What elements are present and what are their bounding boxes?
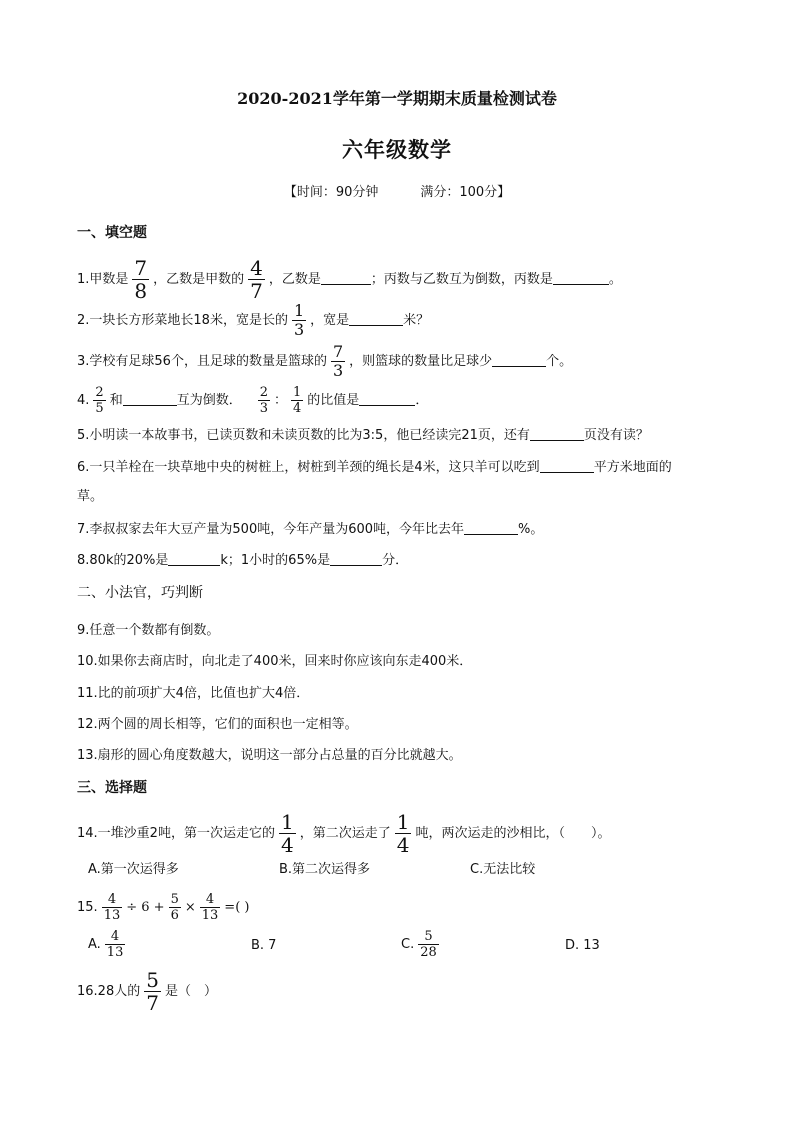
fraction: $\frac{1}{4}$	[396, 810, 410, 857]
answer-blank[interactable]	[168, 551, 220, 566]
question-4: 4. $\frac{2}{5}$ 和 互为倒数． $\frac{2}{3}$ ： $\frac{1}{4}$ 的比值是 ．	[77, 385, 429, 416]
answer-blank[interactable]	[321, 270, 371, 285]
fraction: $\frac{5}{28}$	[420, 929, 437, 960]
option-c[interactable]: C.无法比较	[470, 862, 536, 877]
fraction: $\frac{4}{13}$	[103, 892, 121, 923]
question-6: 6.一只羊栓在一块草地中央的树桩上，树桩到羊颈的绳长是4米，这只羊可以吃到 平方米地面的	[77, 460, 672, 475]
fraction: $\frac{2}{3}$	[259, 385, 268, 416]
question-3: 3.学校有足球56个，且足球的数量是篮球的 $\frac{7}{3}$ ，则篮球的数量比足球少 个。	[77, 342, 573, 380]
question-9: 9.任意一个数都有倒数。	[77, 623, 220, 638]
question-5: 5.小明读一本故事书，已读页数和未读页数的比为3:5，他已经读完21页，还有 页没有读？	[77, 428, 649, 443]
section-heading-fill-in: 一、填空题	[77, 225, 147, 241]
section-heading-true-false: 二、小法官，巧判断	[77, 585, 203, 601]
answer-blank[interactable]	[492, 352, 546, 367]
answer-blank[interactable]	[540, 458, 594, 473]
question-12: 12.两个圆的周长相等，它们的面积也一定相等。	[77, 717, 358, 732]
question-13: 13.扇形的圆心角度数越大，说明这一部分占总量的百分比就越大。	[77, 748, 462, 763]
exam-title: 2020-2021学年第一学期期末质量检测试卷	[237, 89, 557, 108]
answer-blank[interactable]	[359, 391, 415, 406]
fraction: $\frac{1}{4}$	[293, 385, 302, 416]
question-16: 16.28人的 $\frac{5}{7}$ 是（ ）	[77, 968, 217, 1015]
section-heading-multiple-choice: 三、选择题	[77, 780, 147, 796]
question-8: 8.80k的20%是 k；1小时的65%是 分．	[77, 553, 409, 568]
fraction: $\frac{7}{8}$	[134, 256, 148, 303]
fraction: $\frac{4}{13}$	[106, 929, 124, 960]
option-a[interactable]: A.第一次运得多	[88, 862, 179, 877]
fraction: $\frac{7}{3}$	[332, 342, 344, 380]
question-1: 1.甲数是 $\frac{7}{8}$ ，乙数是甲数的 $\frac{4}{7}$ ，乙数是 ；丙数与乙数互为倒数，丙数是 。	[77, 256, 622, 303]
score-info: 满分：100分】	[420, 185, 511, 200]
answer-blank[interactable]	[530, 426, 584, 441]
answer-blank[interactable]	[123, 391, 177, 406]
time-info: 【时间：90分钟	[283, 185, 379, 200]
option-d[interactable]: D. 13	[565, 938, 600, 953]
option-b[interactable]: B. 7	[251, 938, 277, 953]
fraction: $\frac{4}{13}$	[201, 892, 219, 923]
fraction: $\frac{1}{4}$	[280, 810, 294, 857]
question-15: 15. $\frac{4}{13}$ ÷ 6 + $\frac{5}{6}$ × $\frac{4}{13}$ =( )	[77, 892, 250, 923]
question-7: 7.李叔叔家去年大豆产量为500吨，今年产量为600吨，今年比去年 %。	[77, 522, 544, 537]
exam-subject: 六年级数学	[342, 138, 452, 162]
answer-blank[interactable]	[553, 270, 609, 285]
question-14: 14.一堆沙重2吨，第一次运走它的 $\frac{1}{4}$ ，第二次运走了 $\frac{1}{4}$ 吨，两次运走的沙相比，（ ）。	[77, 810, 611, 857]
fraction: $\frac{2}{5}$	[95, 385, 104, 416]
option-c[interactable]: C. $\frac{5}{28}$	[401, 929, 437, 960]
answer-blank[interactable]	[349, 311, 403, 326]
fraction: $\frac{4}{7}$	[250, 256, 263, 303]
fraction: $\frac{5}{7}$	[146, 968, 159, 1015]
fraction: $\frac{5}{6}$	[170, 892, 179, 923]
option-a[interactable]: A. $\frac{4}{13}$	[88, 929, 124, 960]
question-10: 10.如果你去商店时，向北走了400米，回来时你应该向东走400米．	[77, 654, 473, 669]
fraction: $\frac{1}{3}$	[293, 301, 305, 339]
question-6-continued: 草。	[77, 489, 104, 504]
answer-blank[interactable]	[464, 520, 518, 535]
question-2: 2.一块长方形菜地长18米，宽是长的 $\frac{1}{3}$ ，宽是 米？	[77, 301, 430, 339]
exam-time-score	[0, 181, 794, 200]
answer-blank[interactable]	[330, 551, 382, 566]
option-b[interactable]: B.第二次运得多	[279, 862, 371, 877]
question-11: 11.比的前项扩大4倍，比值也扩大4倍．	[77, 686, 310, 701]
